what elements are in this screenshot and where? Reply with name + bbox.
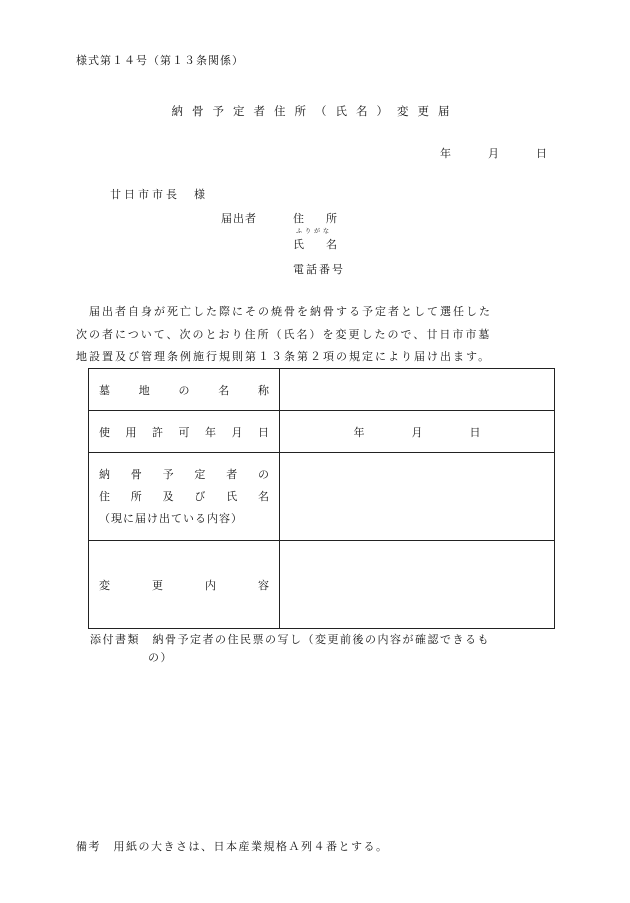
attachment-line-1: 添付書類 納骨予定者の住民票の写し（変更前後の内容が確認できるも [90, 633, 490, 646]
document-title: 納骨予定者住所（氏名）変更届 [171, 104, 459, 118]
permit-date-label: 使 用 許 可 年 月 日 [89, 411, 280, 453]
body-line: 次の者について、次のとおり住所（氏名）を変更したので、廿日市市墓 [76, 327, 492, 341]
table-row-change-content [89, 541, 555, 629]
attachment-note [90, 631, 560, 667]
date-year-label: 年 [440, 147, 451, 160]
permit-date-field[interactable] [280, 411, 555, 453]
cemetery-name-label: 墓 地 の 名 称 [89, 369, 280, 411]
date-month-label: 月 [488, 147, 499, 160]
applicant-label: 届出者 [221, 212, 257, 225]
furigana-label: ふりがな [296, 228, 333, 235]
phone-label: 電話番号 [293, 263, 345, 276]
form-number: 様式第１４号（第１３条関係） [76, 54, 244, 67]
addressee: 廿日市市長 様 [110, 188, 208, 201]
form-table [88, 368, 555, 629]
cemetery-name-field[interactable] [280, 369, 555, 411]
permit-month: 月 [411, 425, 423, 439]
current-info-field[interactable] [280, 453, 555, 541]
permit-year: 年 [353, 425, 365, 439]
remarks-note: 備考 用紙の大きさは、日本産業規格Ａ列４番とする。 [76, 840, 389, 853]
table-row-current-info [89, 453, 555, 541]
attachment-line-2: の） [148, 651, 173, 664]
date-day-label: 日 [536, 147, 547, 160]
change-content-label: 変 更 内 容 [89, 541, 280, 629]
address-label: 住 所 [293, 212, 337, 225]
body-text [76, 301, 558, 369]
body-line: 地設置及び管理条例施行規則第１３条第２項の規定により届け出ます。 [76, 350, 492, 363]
date-line [440, 145, 547, 161]
table-row-permit-date [89, 411, 555, 453]
change-content-field[interactable] [280, 541, 555, 629]
current-info-label: 納 骨 予 定 者 の 住 所 及 び 氏 名 （現に届け出ている内容） [89, 453, 280, 541]
permit-day: 日 [469, 425, 481, 439]
table-row-cemetery-name [89, 369, 555, 411]
name-label: 氏 名 [293, 238, 337, 251]
body-line: 届出者自身が死亡した際にその焼骨を納骨する予定者として選任した [76, 305, 492, 318]
